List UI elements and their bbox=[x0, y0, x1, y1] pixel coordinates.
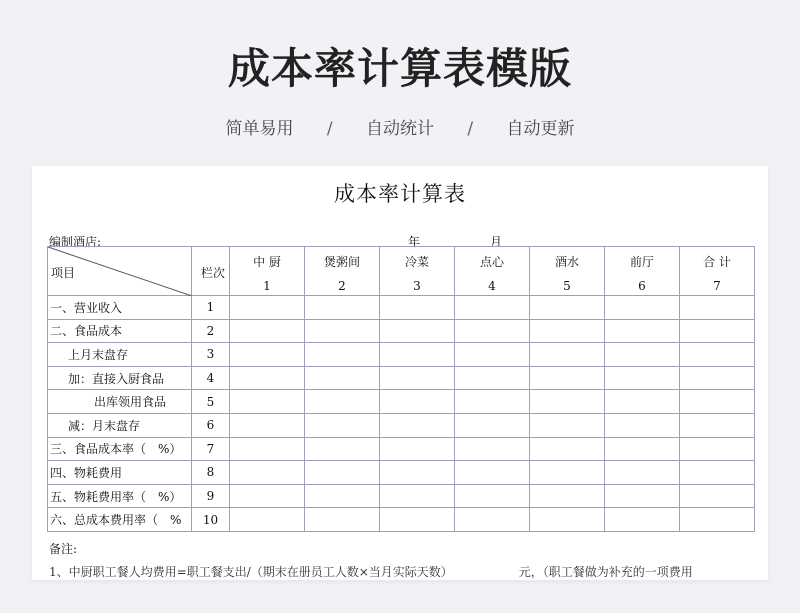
value-cell[interactable] bbox=[530, 484, 605, 508]
value-cell[interactable] bbox=[455, 390, 530, 414]
value-cell[interactable] bbox=[680, 413, 755, 437]
value-cell[interactable] bbox=[305, 437, 380, 461]
value-cell[interactable] bbox=[605, 413, 680, 437]
table-row bbox=[48, 390, 755, 414]
value-cell[interactable] bbox=[230, 413, 305, 437]
diagonal-header-cell bbox=[48, 247, 192, 296]
value-cell[interactable] bbox=[380, 390, 455, 414]
note-label: 备注: bbox=[49, 542, 78, 556]
table-row bbox=[48, 343, 755, 367]
item-header: 项目 bbox=[51, 266, 76, 280]
column-name: 冷菜 bbox=[404, 255, 429, 269]
value-cell[interactable] bbox=[680, 319, 755, 343]
value-cell[interactable] bbox=[680, 343, 755, 367]
row-index: 7 bbox=[192, 437, 230, 461]
column-number: 7 bbox=[713, 279, 721, 293]
value-cell[interactable] bbox=[530, 413, 605, 437]
column-name: 煲粥间 bbox=[323, 255, 360, 269]
header-row bbox=[48, 247, 755, 296]
value-cell[interactable] bbox=[530, 366, 605, 390]
column-header bbox=[680, 247, 755, 296]
note-text: 1、中厨职工餐人均费用=职工餐支出/（期末在册员工人数×当月实际天数） 元，（职工餐做为补充的一项费用 bbox=[49, 565, 693, 579]
row-label: 出库领用食品 bbox=[48, 390, 192, 414]
value-cell[interactable] bbox=[305, 508, 380, 532]
value-cell[interactable] bbox=[530, 437, 605, 461]
column-name: 前厅 bbox=[629, 255, 654, 269]
value-cell[interactable] bbox=[305, 390, 380, 414]
hotel-label: 编制酒店: bbox=[49, 235, 102, 249]
value-cell[interactable] bbox=[605, 296, 680, 320]
col-header-cell bbox=[192, 247, 230, 296]
month-label: 月 bbox=[490, 235, 503, 249]
value-cell[interactable] bbox=[455, 319, 530, 343]
value-cell[interactable] bbox=[455, 461, 530, 485]
value-cell[interactable] bbox=[605, 366, 680, 390]
value-cell[interactable] bbox=[305, 343, 380, 367]
column-name: 中 厨 bbox=[253, 255, 281, 269]
tag-separator: / bbox=[467, 119, 474, 139]
table-body bbox=[48, 296, 755, 532]
row-index: 9 bbox=[192, 484, 230, 508]
column-header bbox=[530, 247, 605, 296]
value-cell[interactable] bbox=[455, 413, 530, 437]
column-number: 1 bbox=[263, 279, 271, 293]
value-cell[interactable] bbox=[455, 508, 530, 532]
tag-separator: / bbox=[326, 119, 333, 139]
column-number: 2 bbox=[338, 279, 346, 293]
column-number: 5 bbox=[563, 279, 571, 293]
column-header bbox=[230, 247, 305, 296]
column-name: 酒水 bbox=[554, 255, 579, 269]
row-label: 减：月末盘存 bbox=[48, 413, 192, 437]
value-cell[interactable] bbox=[530, 461, 605, 485]
row-label: 加：直接入厨食品 bbox=[48, 366, 192, 390]
value-cell[interactable] bbox=[530, 319, 605, 343]
value-cell[interactable] bbox=[530, 296, 605, 320]
table-row bbox=[48, 296, 755, 320]
value-cell[interactable] bbox=[530, 343, 605, 367]
table-row bbox=[48, 413, 755, 437]
value-cell[interactable] bbox=[605, 319, 680, 343]
value-cell[interactable] bbox=[605, 437, 680, 461]
value-cell[interactable] bbox=[380, 508, 455, 532]
column-header bbox=[605, 247, 680, 296]
value-cell[interactable] bbox=[605, 461, 680, 485]
value-cell[interactable] bbox=[380, 343, 455, 367]
row-label: 四、物耗费用 bbox=[48, 461, 192, 485]
value-cell[interactable] bbox=[680, 366, 755, 390]
row-index: 1 bbox=[192, 296, 230, 320]
row-index: 5 bbox=[192, 390, 230, 414]
cost-rate-table bbox=[47, 246, 755, 532]
table-row bbox=[48, 319, 755, 343]
column-number: 6 bbox=[638, 279, 646, 293]
value-cell[interactable] bbox=[680, 437, 755, 461]
value-cell[interactable] bbox=[230, 366, 305, 390]
value-cell[interactable] bbox=[530, 508, 605, 532]
tagline bbox=[0, 114, 800, 139]
value-cell[interactable] bbox=[305, 366, 380, 390]
value-cell[interactable] bbox=[305, 413, 380, 437]
column-name: 点心 bbox=[479, 255, 504, 269]
value-cell[interactable] bbox=[230, 508, 305, 532]
value-cell[interactable] bbox=[230, 437, 305, 461]
value-cell[interactable] bbox=[380, 484, 455, 508]
value-cell[interactable] bbox=[230, 343, 305, 367]
row-index: 8 bbox=[192, 461, 230, 485]
row-label: 五、物耗费用率（ %） bbox=[48, 484, 192, 508]
value-cell[interactable] bbox=[680, 390, 755, 414]
table-row bbox=[48, 461, 755, 485]
column-header bbox=[455, 247, 530, 296]
table-row bbox=[48, 366, 755, 390]
tag-easy: 简单易用 bbox=[225, 119, 294, 139]
value-cell[interactable] bbox=[230, 484, 305, 508]
value-cell[interactable] bbox=[680, 484, 755, 508]
table-row bbox=[48, 484, 755, 508]
value-cell[interactable] bbox=[455, 296, 530, 320]
document-preview bbox=[32, 166, 768, 580]
column-number: 4 bbox=[488, 279, 496, 293]
value-cell[interactable] bbox=[680, 461, 755, 485]
row-index: 6 bbox=[192, 413, 230, 437]
row-index: 2 bbox=[192, 319, 230, 343]
row-label: 一、营业收入 bbox=[48, 296, 192, 320]
value-cell[interactable] bbox=[605, 508, 680, 532]
value-cell[interactable] bbox=[530, 390, 605, 414]
value-cell[interactable] bbox=[455, 484, 530, 508]
table-row bbox=[48, 508, 755, 532]
value-cell[interactable] bbox=[680, 508, 755, 532]
value-cell[interactable] bbox=[305, 484, 380, 508]
value-cell[interactable] bbox=[455, 437, 530, 461]
value-cell[interactable] bbox=[305, 296, 380, 320]
value-cell[interactable] bbox=[305, 319, 380, 343]
row-label: 上月末盘存 bbox=[48, 343, 192, 367]
row-label: 三、食品成本率（ %） bbox=[48, 437, 192, 461]
year-label: 年 bbox=[408, 235, 421, 249]
value-cell[interactable] bbox=[455, 366, 530, 390]
column-number: 3 bbox=[413, 279, 421, 293]
value-cell[interactable] bbox=[380, 366, 455, 390]
column-header bbox=[380, 247, 455, 296]
sheet-title: 成本率计算表 bbox=[334, 182, 466, 206]
value-cell[interactable] bbox=[380, 413, 455, 437]
row-index: 4 bbox=[192, 366, 230, 390]
value-cell[interactable] bbox=[230, 296, 305, 320]
row-label: 六、总成本费用率（ % bbox=[48, 508, 192, 532]
value-cell[interactable] bbox=[455, 343, 530, 367]
value-cell[interactable] bbox=[380, 296, 455, 320]
value-cell[interactable] bbox=[230, 319, 305, 343]
row-label: 二、食品成本 bbox=[48, 319, 192, 343]
column-name: 合 计 bbox=[703, 255, 731, 269]
value-cell[interactable] bbox=[230, 461, 305, 485]
value-cell[interactable] bbox=[380, 319, 455, 343]
column-header bbox=[305, 247, 380, 296]
page-title: 成本率计算表模版 bbox=[227, 44, 572, 93]
value-cell[interactable] bbox=[605, 343, 680, 367]
value-cell[interactable] bbox=[380, 437, 455, 461]
row-index: 3 bbox=[192, 343, 230, 367]
value-cell[interactable] bbox=[605, 484, 680, 508]
value-cell[interactable] bbox=[605, 390, 680, 414]
col-header: 栏次 bbox=[200, 266, 225, 280]
value-cell[interactable] bbox=[230, 390, 305, 414]
tag-auto-stat: 自动统计 bbox=[366, 119, 434, 139]
row-index: 10 bbox=[192, 508, 230, 532]
value-cell[interactable] bbox=[680, 296, 755, 320]
value-cell[interactable] bbox=[305, 461, 380, 485]
tag-auto-update: 自动更新 bbox=[506, 119, 575, 139]
value-cell[interactable] bbox=[380, 461, 455, 485]
table-row bbox=[48, 437, 755, 461]
